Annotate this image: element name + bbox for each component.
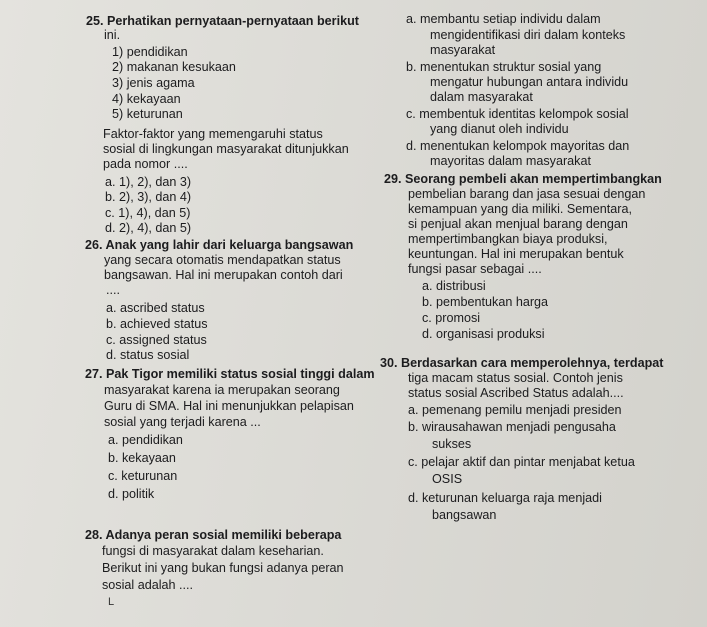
- q29-stem-line-5: mempertimbangkan biaya produksi,: [408, 232, 608, 246]
- q25-option-c: c. 1), 4), dan 5): [105, 206, 191, 220]
- q30-option-d-line-1: d. keturunan keluarga raja menjadi: [408, 491, 602, 505]
- q27-option-d: d. politik: [108, 487, 155, 501]
- q29-stem-line-7: fungsi pasar sebagai ....: [408, 262, 542, 276]
- q29-stem-line-2: pembelian barang dan jasa sesuai dengan: [408, 187, 646, 201]
- q25-lead-line-2: sosial di lingkungan masyarakat ditunjukkan: [103, 142, 349, 156]
- q28-stem-line-4: sosial adalah ....: [102, 578, 194, 592]
- q28-stem-line-1: 28. Adanya peran sosial memiliki beberapa: [85, 528, 342, 542]
- q29-stem-line-1: 29. Seorang pembeli akan mempertimbangkan: [384, 172, 662, 186]
- q30-option-c-line-2: OSIS: [432, 472, 463, 486]
- q30-option-d-line-2: bangsawan: [432, 508, 497, 522]
- q27-stem-line-2: masyarakat karena ia merupakan seorang: [104, 383, 340, 397]
- handwritten-mark: L: [108, 596, 115, 608]
- q29-stem-line-3: kemampuan yang dia miliki. Sementara,: [408, 202, 632, 216]
- q30-stem-line-1: 30. Berdasarkan cara memperolehnya, terdapat: [380, 356, 664, 370]
- q25-option-d-line-2: mayoritas dalam masyarakat: [430, 154, 591, 168]
- q25-option-b: b. 2), 3), dan 4): [105, 190, 192, 204]
- q25-option-d-line-1: d. menentukan kelompok mayoritas dan: [406, 139, 630, 153]
- q29-option-d: d. organisasi produksi: [422, 327, 545, 341]
- q26-option-b: b. achieved status: [106, 317, 208, 331]
- q25-option-c-line-1: c. membentuk identitas kelompok sosial: [406, 107, 629, 121]
- q25-stem-line-2: ini.: [104, 28, 121, 42]
- q25-option-a-line-3: masyarakat: [430, 43, 496, 57]
- q26-stem-line-3: bangsawan. Hal ini merupakan contoh dari: [104, 268, 343, 282]
- q25-option-b-line-1: b. menentukan struktur sosial yang: [406, 60, 602, 74]
- q25-option-b-line-3: dalam masyarakat: [430, 90, 533, 104]
- q25-option-a-line-1: a. membantu setiap individu dalam: [406, 12, 601, 26]
- q25-item-4: 4) kekayaan: [112, 92, 181, 106]
- q25-option-a-line-2: mengidentifikasi diri dalam konteks: [430, 28, 626, 42]
- q28-stem-line-2: fungsi di masyarakat dalam keseharian.: [102, 544, 324, 558]
- q26-stem-line-1: 26. Anak yang lahir dari keluarga bangsawan: [85, 238, 354, 252]
- q29-option-b: b. pembentukan harga: [422, 295, 549, 309]
- q29-stem-line-6: keuntungan. Hal ini merupakan bentuk: [408, 247, 624, 261]
- q27-stem-line-1: 27. Pak Tigor memiliki status sosial tinggi dalam: [85, 367, 375, 381]
- q30-stem-line-2: tiga macam status sosial. Contoh jenis: [408, 371, 623, 385]
- q30-option-a: a. pemenang pemilu menjadi presiden: [408, 403, 622, 417]
- q30-option-b-line-2: sukses: [432, 437, 472, 451]
- q25-item-3: 3) jenis agama: [112, 76, 195, 90]
- q26-option-a: a. ascribed status: [106, 301, 205, 315]
- q25-option-a: a. 1), 2), dan 3): [105, 175, 192, 189]
- q26-stem-line-4: ....: [106, 283, 120, 297]
- q28-stem-line-3: Berikut ini yang bukan fungsi adanya peran: [102, 561, 344, 575]
- q25-option-d: d. 2), 4), dan 5): [105, 221, 192, 235]
- q27-option-a: a. pendidikan: [108, 433, 183, 447]
- q30-option-c-line-1: c. pelajar aktif dan pintar menjabat ketua: [408, 455, 635, 469]
- q25-option-b-line-2: mengatur hubungan antara individu: [430, 75, 629, 89]
- q25-item-5: 5) keturunan: [112, 107, 183, 121]
- q29-option-a: a. distribusi: [422, 279, 486, 293]
- q29-option-c: c. promosi: [422, 311, 481, 325]
- q25-item-2: 2) makanan kesukaan: [112, 60, 236, 74]
- q26-option-d: d. status sosial: [106, 348, 190, 362]
- q27-stem-line-4: sosial yang terjadi karena ...: [104, 415, 261, 429]
- q26-stem-line-2: yang secara otomatis mendapatkan status: [104, 253, 341, 267]
- q25-lead-line-3: pada nomor ....: [103, 157, 188, 171]
- q30-stem-line-3: status sosial Ascribed Status adalah....: [408, 386, 624, 400]
- q27-option-c: c. keturunan: [108, 469, 178, 483]
- q29-stem-line-4: si penjual akan menjual barang dengan: [408, 217, 628, 231]
- q25-item-1: 1) pendidikan: [112, 45, 188, 59]
- q25-option-c-line-2: yang dianut oleh individu: [430, 122, 569, 136]
- q25-lead-line-1: Faktor-faktor yang memengaruhi status: [103, 127, 323, 141]
- q26-option-c: c. assigned status: [106, 333, 207, 347]
- q25-stem-line-1: 25. Perhatikan pernyataan-pernyataan berikut: [86, 14, 359, 28]
- q27-option-b: b. kekayaan: [108, 451, 176, 465]
- q27-stem-line-3: Guru di SMA. Hal ini menunjukkan pelapisan: [104, 399, 354, 413]
- q30-option-b-line-1: b. wirausahawan menjadi pengusaha: [408, 420, 616, 434]
